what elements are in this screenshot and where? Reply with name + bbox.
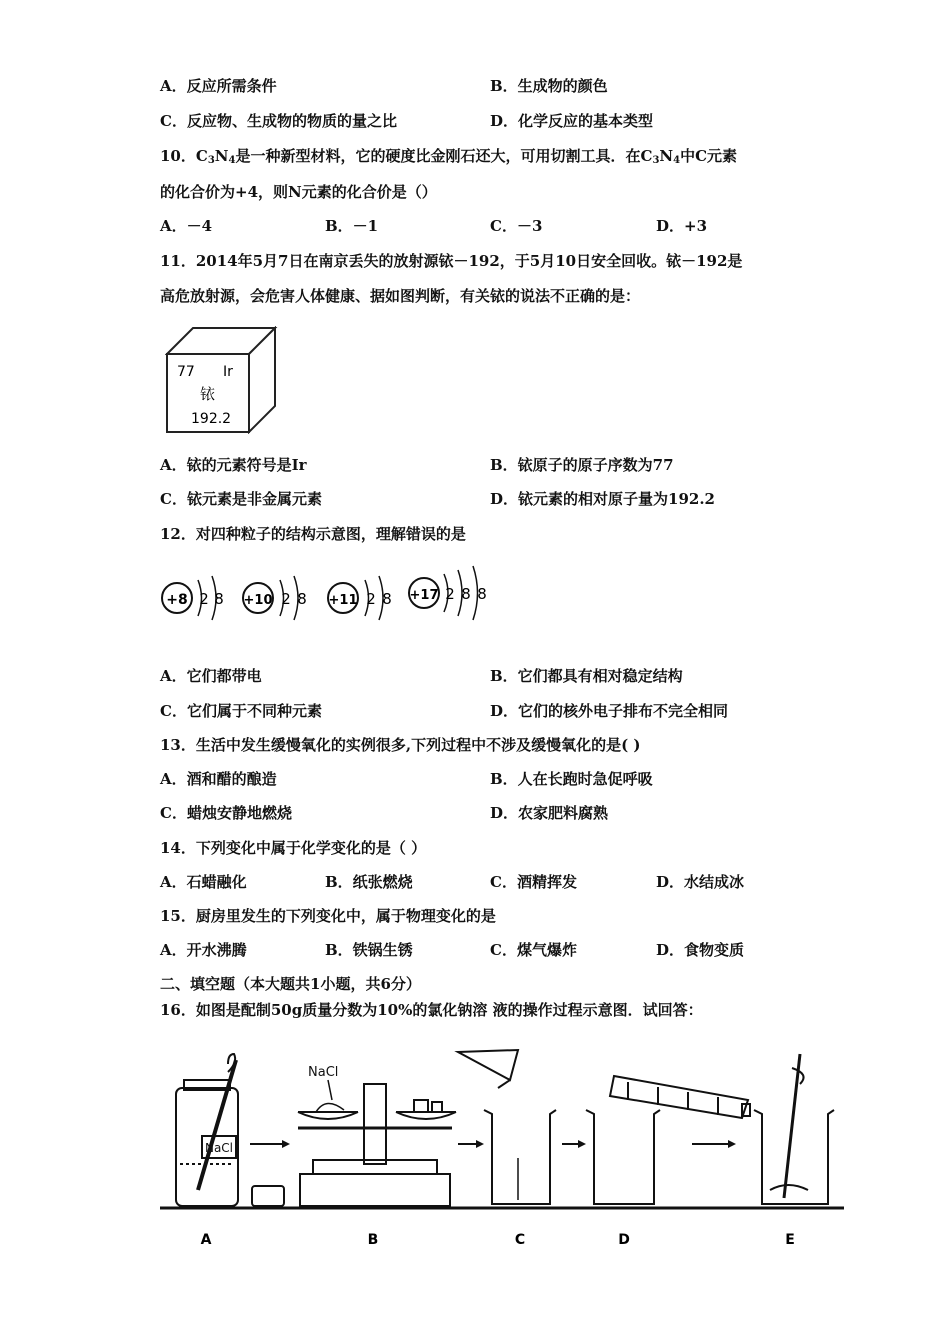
q13-option-b: B．人在长跑时急促呼吸 (490, 770, 653, 788)
q9-option-d: D．化学反应的基本类型 (490, 112, 654, 130)
q14-option-a: A．石蜡融化 (160, 873, 247, 891)
step-c-beaker (458, 1050, 556, 1204)
q9-option-a: A．反应所需条件 (160, 77, 277, 95)
q15-option-c: C．煤气爆炸 (490, 941, 577, 959)
q13-stem: 13．生活中发生缓慢氧化的实例很多,下列过程中不涉及缓慢氧化的是( ) (160, 736, 641, 754)
particle-1-nucleus: +8 (166, 592, 188, 608)
particle-diagram-1 (162, 576, 224, 620)
step-d-beaker-cylinder (586, 1076, 750, 1204)
q10-option-a: A．－4 (160, 217, 213, 235)
particle-4-shell-1: 2 (445, 585, 455, 603)
q10-option-d: D．+3 (656, 217, 708, 235)
particle-3-shell-2: 8 (382, 590, 392, 608)
bottle-stopper (252, 1186, 284, 1206)
q10-stem-line1: 10．$C_3N_4$是一种新型材料，它的硬度比金刚石还大，可用切割工具．在$C_3N_4$中C元素 (160, 147, 738, 166)
step-e-beaker-stirring (754, 1054, 834, 1204)
step-label-a: A (200, 1232, 212, 1248)
q12-option-c: C．它们属于不同种元素 (160, 702, 322, 720)
particle-diagram-3 (328, 576, 392, 620)
nacl-bottle-label: NaCl (204, 1141, 234, 1155)
q16-stem: 16．如图是配制50g质量分数为10%的氯化钠溶 液的操作过程示意图．试回答： (160, 1001, 703, 1019)
step-label-e: E (785, 1232, 795, 1248)
q13-option-a: A．酒和醋的酿造 (160, 770, 277, 788)
q9-option-c: C．反应物、生成物的物质的量之比 (160, 112, 397, 130)
particle-diagram-4 (409, 566, 487, 620)
q15-option-b: B．铁锅生锈 (325, 941, 413, 959)
particle-2-nucleus: +10 (243, 593, 273, 608)
step-label-b: B (367, 1232, 379, 1248)
q10-stem-line2: 的化合价为+4，则N元素的化合价是（） (160, 183, 437, 201)
q12-option-a: A．它们都带电 (160, 667, 262, 685)
particle-2-shell-1: 2 (281, 590, 291, 608)
particle-4-shell-3: 8 (477, 585, 487, 603)
q12-option-b: B．它们都具有相对稳定结构 (490, 667, 683, 685)
q14-option-c: C．酒精挥发 (490, 873, 577, 891)
particle-4-nucleus: +17 (409, 588, 439, 603)
q15-option-d: D．食物变质 (656, 941, 745, 959)
step-b-balance (298, 1065, 456, 1206)
q10-option-b: B．－1 (325, 217, 379, 235)
q13-option-d: D．农家肥料腐熟 (490, 804, 609, 822)
q14-option-d: D．水结成冰 (656, 873, 745, 891)
particle-3-shell-1: 2 (366, 590, 376, 608)
section-2-heading: 二、填空题（本大题共1小题，共6分） (160, 975, 421, 993)
solution-preparation-figure (158, 1040, 848, 1250)
particle-diagram-2 (243, 576, 307, 620)
particle-structure-diagrams (158, 560, 498, 630)
step-label-d: D (618, 1232, 630, 1248)
element-symbol: Ir (223, 364, 233, 380)
q11-stem-line1: 11．2014年5月7日在南京丢失的放射源铱－192，于5月10日安全回收。铱－192是 (160, 252, 743, 270)
q11-option-b: B．铱原子的原子序数为77 (490, 456, 674, 474)
particle-3-nucleus: +11 (328, 593, 358, 608)
q11-option-d: D．铱元素的相对原子量为192.2 (490, 490, 715, 508)
q10-option-c: C．－3 (490, 217, 543, 235)
q11-stem-line2: 高危放射源，会危害人体健康、据如图判断，有关铱的说法不正确的是： (160, 287, 641, 305)
step-a-reagent-bottle (176, 1054, 238, 1206)
particle-4-shell-2: 8 (461, 585, 471, 603)
q15-stem: 15．厨房里发生的下列变化中，属于物理变化的是 (160, 907, 496, 925)
q11-option-a: A．铱的元素符号是Ir (160, 456, 307, 474)
q13-option-c: C．蜡烛安静地燃烧 (160, 804, 292, 822)
q15-option-a: A．开水沸腾 (160, 941, 247, 959)
particle-1-shell-1: 2 (199, 590, 209, 608)
iridium-element-card (165, 326, 280, 434)
q9-option-b: B．生成物的颜色 (490, 77, 608, 95)
atomic-number: 77 (177, 364, 195, 380)
element-name: 铱 (200, 385, 216, 403)
q14-option-b: B．纸张燃烧 (325, 873, 413, 891)
step-label-c: C (514, 1232, 526, 1248)
q12-stem: 12．对四种粒子的结构示意图，理解错误的是 (160, 525, 466, 543)
atomic-mass: 192.2 (191, 411, 232, 427)
particle-2-shell-2: 8 (297, 590, 307, 608)
particle-1-shell-2: 8 (214, 590, 224, 608)
q12-option-d: D．它们的核外电子排布不完全相同 (490, 702, 729, 720)
q11-option-c: C．铱元素是非金属元素 (160, 490, 322, 508)
balance-nacl-label: NaCl (308, 1065, 339, 1080)
q14-stem: 14．下列变化中属于化学变化的是（ ） (160, 839, 427, 857)
